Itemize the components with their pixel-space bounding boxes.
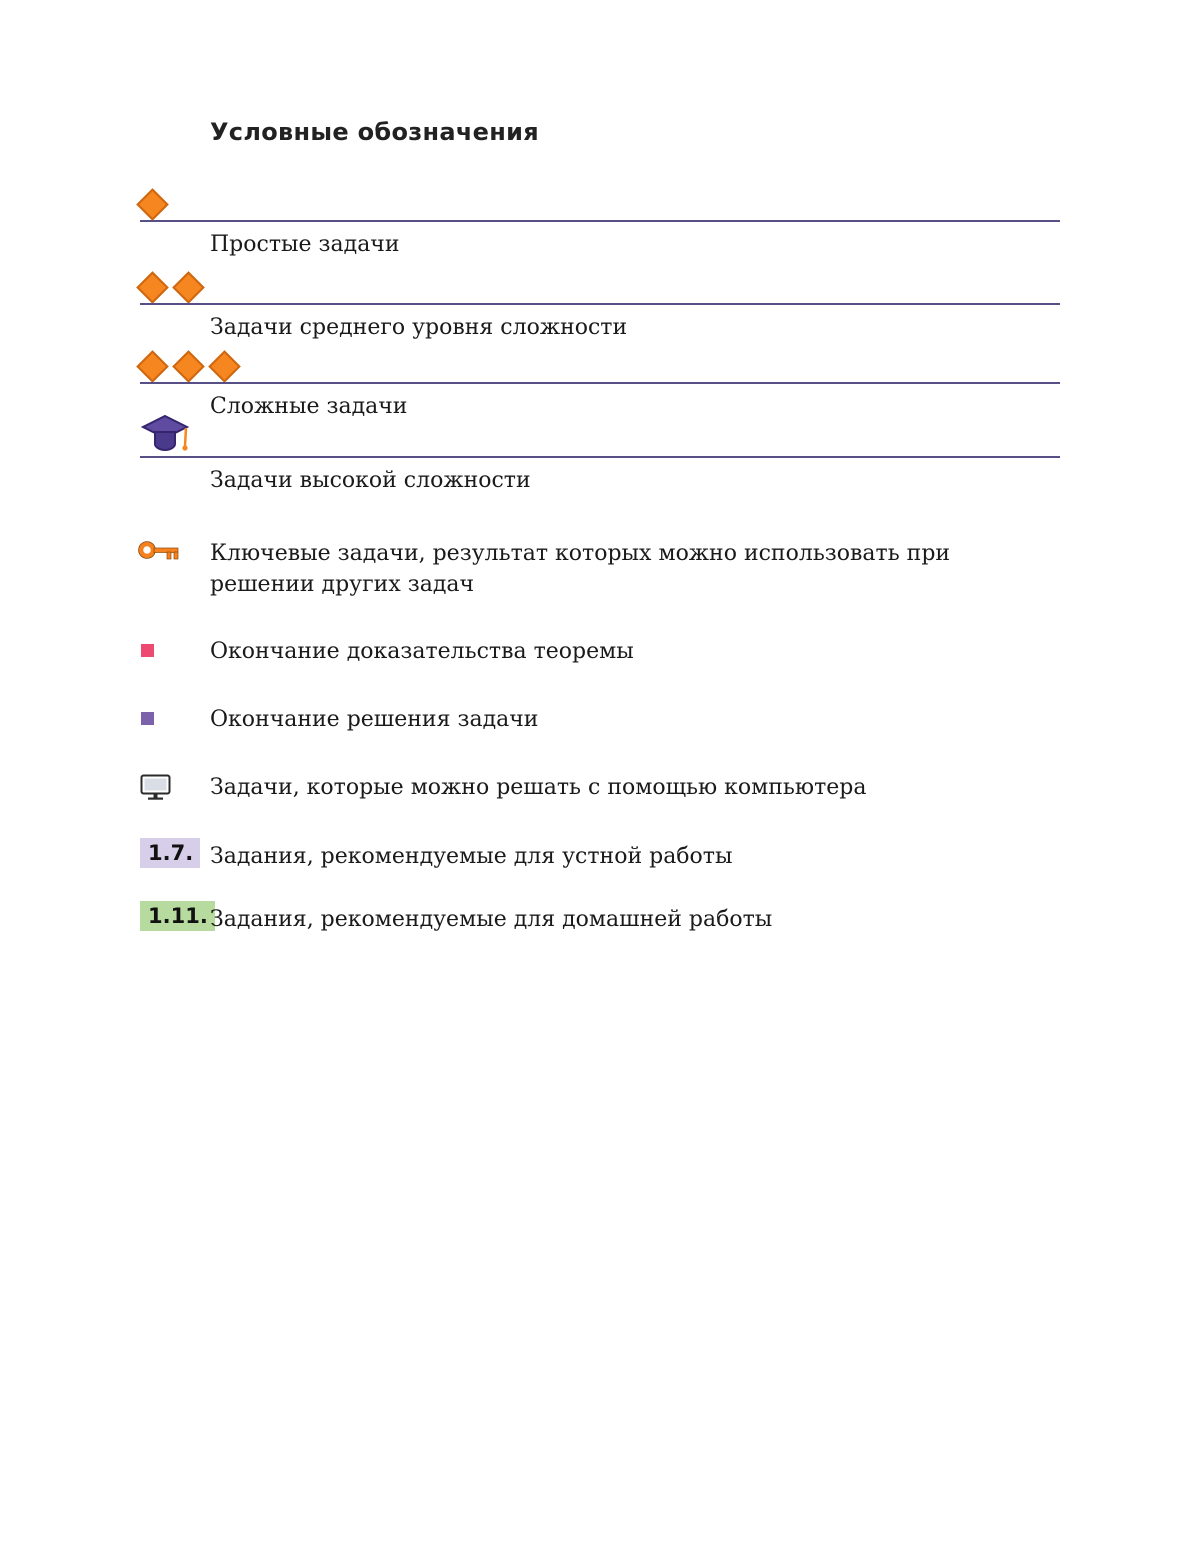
graduation-cap-icon [141, 414, 191, 462]
one-diamond-marker [141, 193, 164, 216]
item-label-key-tasks: Ключевые задачи, результат которых можно использовать при решении других задач [210, 541, 951, 597]
tier-rule [140, 382, 1060, 384]
tier-rule [140, 456, 1060, 458]
item-label-theorem-end: Окончание доказательства теоремы [210, 639, 634, 664]
diamond-icon [136, 271, 169, 304]
diamond-icon [136, 188, 169, 221]
purple-square-icon [141, 712, 154, 725]
item-label-oral-tasks: Задания, рекомендуемые для устной работы [210, 844, 733, 869]
three-diamonds-marker [141, 355, 236, 378]
tier-label-simple: Простые задачи [210, 232, 400, 257]
pink-square-icon [141, 644, 154, 657]
homework-task-badge: 1.11. [140, 901, 215, 931]
item-label-solution-end: Окончание решения задачи [210, 707, 539, 732]
tier-rule [140, 220, 1060, 222]
diamond-icon [172, 350, 205, 383]
key-icon [138, 540, 180, 568]
tier-label-medium: Задачи среднего уровня сложности [210, 315, 628, 340]
tier-label-highest: Задачи высокой сложности [210, 468, 531, 493]
diamond-icon [208, 350, 241, 383]
monitor-icon [140, 774, 172, 806]
two-diamonds-marker [141, 276, 200, 299]
diamond-icon [136, 350, 169, 383]
item-label-computer-tasks: Задачи, которые можно решать с помощью компьютера [210, 775, 867, 800]
tier-label-hard: Сложные задачи [210, 394, 408, 419]
page-title: Условные обозначения [210, 118, 539, 146]
tier-rule [140, 303, 1060, 305]
item-label-homework-tasks: Задания, рекомендуемые для домашней работы [210, 907, 773, 932]
diamond-icon [172, 271, 205, 304]
oral-task-badge: 1.7. [140, 838, 200, 868]
